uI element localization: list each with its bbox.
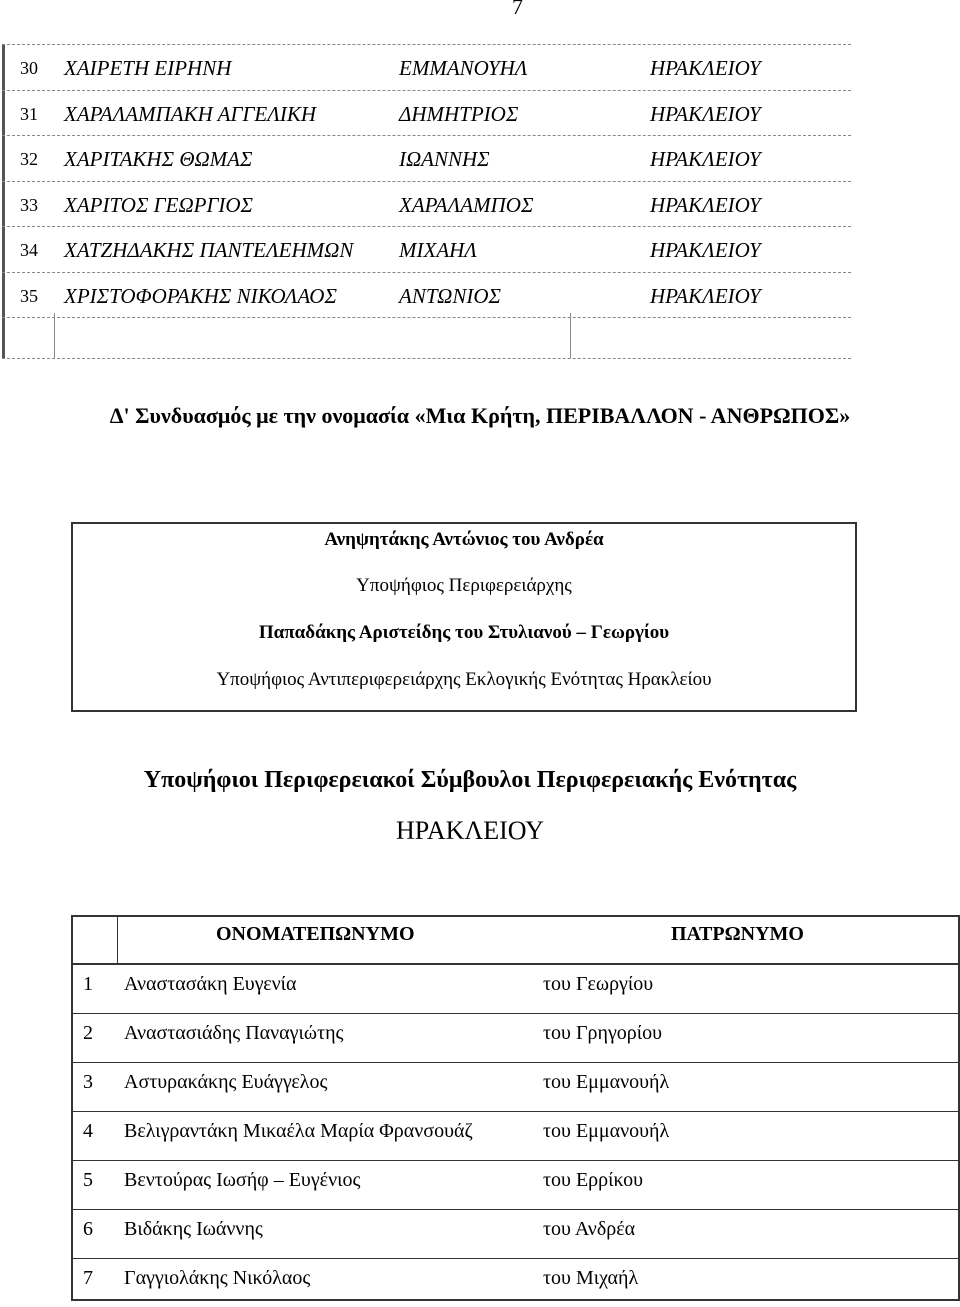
row-name: ΧΑΡΙΤΑΚΗΣ ΘΩΜΑΣ — [64, 147, 253, 171]
row-father: ΜΙΧΑΗΛ — [399, 238, 477, 262]
header-father: ΠΑΤΡΩΝΥΜΟ — [671, 923, 804, 945]
row-father: του Μιχαήλ — [543, 1267, 639, 1289]
column-divider — [570, 313, 571, 358]
table-row — [2, 136, 851, 182]
row-city: ΗΡΑΚΛΕΙΟΥ — [650, 101, 761, 126]
top-candidate-table — [2, 44, 851, 318]
row-number: 33 — [20, 194, 38, 215]
table-row — [73, 965, 958, 1014]
row-city: ΗΡΑΚΛΕΙΟΥ — [650, 283, 761, 308]
row-name: ΧΑΡΙΤΟΣ ΓΕΩΡΓΙΟΣ — [64, 192, 254, 217]
council-title: Υποψήφιοι Περιφερειακοί Σύμβουλοι Περιφερειακής Ενότητας — [143, 767, 797, 793]
table-row — [2, 182, 851, 228]
row-number: 1 — [83, 973, 93, 995]
table-header — [73, 917, 958, 965]
row-father: ΑΝΤΩΝΙΟΣ — [399, 283, 501, 308]
row-name: Βιδάκης Ιωάννης — [124, 1218, 263, 1240]
table-row — [73, 1161, 958, 1210]
table-row — [2, 227, 851, 273]
row-father: του Εμμανουήλ — [543, 1071, 670, 1093]
row-father: του Γρηγορίου — [543, 1022, 663, 1044]
row-name: Βεντούρας Ιωσήφ – Ευγένιος — [124, 1169, 361, 1191]
empty-table-row — [2, 313, 851, 359]
row-number: 5 — [83, 1169, 93, 1191]
table-row — [73, 1259, 958, 1307]
row-number: 31 — [20, 103, 38, 124]
row-father: του Γεωργίου — [543, 973, 654, 995]
coalition-title: Δ' Συνδυασμός με την ονομασία «Μια Κρήτη, ΠΕΡΙΒΑΛΛΟΝ - ΑΝΘΡΩΠΟΣ» — [109, 403, 851, 428]
page-number: 7 — [512, 0, 523, 19]
table-row — [73, 1014, 958, 1063]
table-row — [73, 1112, 958, 1161]
row-city: ΗΡΑΚΛΕΙΟΥ — [650, 56, 761, 80]
row-name: Αναστασάκη Ευγενία — [124, 973, 297, 995]
table-row — [2, 273, 851, 319]
row-number: 7 — [83, 1267, 93, 1289]
row-name: Βελιγραντάκη Μικαέλα Μαρία Φρανσουάζ — [124, 1120, 473, 1142]
row-father: του Ερρίκου — [543, 1169, 644, 1191]
table-row — [73, 1210, 958, 1259]
governor-role: Υποψήφιος Περιφερειάρχης — [356, 575, 572, 596]
table-row — [73, 1063, 958, 1112]
row-father: ΔΗΜΗΤΡΙΟΣ — [399, 101, 519, 126]
council-table — [71, 915, 960, 1301]
row-city: ΗΡΑΚΛΕΙΟΥ — [650, 192, 761, 217]
row-number: 4 — [83, 1120, 93, 1142]
row-name: Αναστασιάδης Παναγιώτης — [124, 1022, 344, 1044]
row-name: ΧΑΤΖΗΔΑΚΗΣ ΠΑΝΤΕΛΕΗΜΩΝ — [64, 238, 354, 262]
row-name: Αστυρακάκης Ευάγγελος — [124, 1071, 328, 1093]
row-number: 30 — [20, 58, 38, 78]
row-number: 34 — [20, 240, 38, 260]
row-name: ΧΡΙΣΤΟΦΟΡΑΚΗΣ ΝΙΚΟΛΑΟΣ — [64, 283, 337, 308]
candidate-box — [71, 522, 857, 712]
row-father: ΧΑΡΑΛΑΜΠΟΣ — [399, 192, 534, 217]
row-father: ΕΜΜΑΝΟΥΗΛ — [399, 56, 528, 80]
row-number: 35 — [20, 285, 38, 306]
row-number: 6 — [83, 1218, 93, 1240]
table-row — [2, 91, 851, 137]
row-name: ΧΑΡΑΛΑΜΠΑΚΗ ΑΓΓΕΛΙΚΗ — [64, 101, 317, 126]
row-number: 3 — [83, 1071, 93, 1093]
vice-governor-role: Υποψήφιος Αντιπεριφερειάρχης Εκλογικής Ενότητας Ηρακλείου — [216, 669, 712, 690]
row-name: Γαγγιολάκης Νικόλαος — [124, 1267, 311, 1289]
header-name: ΟΝΟΜΑΤΕΠΩΝΥΜΟ — [216, 923, 415, 945]
row-father: του Εμμανουήλ — [543, 1120, 670, 1142]
council-region: ΗΡΑΚΛΕΙΟΥ — [395, 816, 545, 845]
row-father: του Ανδρέα — [543, 1218, 636, 1240]
row-name: ΧΑΙΡΕΤΗ ΕΙΡΗΝΗ — [64, 56, 232, 80]
row-number: 32 — [20, 149, 38, 169]
table-row — [2, 44, 851, 91]
row-number: 2 — [83, 1022, 93, 1044]
vice-governor-name: Παπαδάκης Αριστείδης του Στυλιανού – Γεωργίου — [258, 622, 670, 643]
governor-name: Ανηψητάκης Αντώνιος του Ανδρέα — [324, 529, 604, 550]
row-city: ΗΡΑΚΛΕΙΟΥ — [650, 238, 761, 262]
row-city: ΗΡΑΚΛΕΙΟΥ — [650, 147, 761, 171]
column-divider — [54, 313, 55, 358]
row-father: ΙΩΑΝΝΗΣ — [399, 147, 490, 171]
column-divider — [117, 917, 118, 963]
